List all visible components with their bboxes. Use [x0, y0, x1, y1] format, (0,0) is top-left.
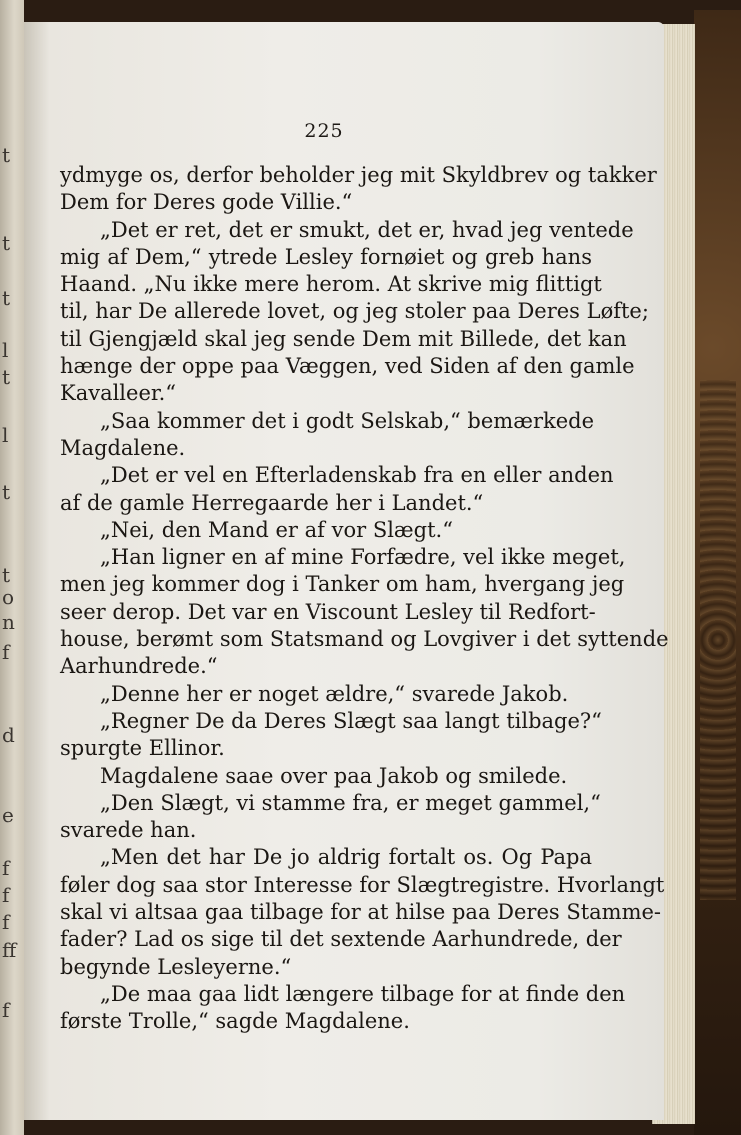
facing-page-fragment: t: [2, 143, 11, 167]
text-line: house, berømt som Statsmand og Lovgiver i det syttende: [60, 627, 669, 652]
text-line: „Men det har De jo aldrig fortalt os. Og Papa: [100, 845, 592, 870]
facing-page-fragment: f: [2, 640, 10, 664]
text-line: Haand. „Nu ikke mere herom. At skrive mig flittigt: [60, 272, 602, 297]
facing-page-fragment: f: [2, 910, 10, 934]
text-line: svarede han.: [60, 818, 197, 843]
text-line: til Gjengjæld skal jeg sende Dem mit Billede, det kan: [60, 326, 627, 351]
text-line: ydmyge os, derfor beholder jeg mit Skyldbrev og takker: [60, 163, 657, 187]
facing-page-fragment: e: [2, 803, 14, 827]
facing-page-fragment: t: [2, 563, 11, 587]
facing-page-fragment: t: [2, 286, 11, 310]
text-line: „Regner De da Deres Slægt saa langt tilbage?“: [100, 708, 602, 733]
text-line: fader? Lad os sige til det sextende Aarhundrede, der: [60, 927, 622, 952]
text-line: „Han ligner en af mine Forfædre, vel ikke meget,: [100, 545, 626, 570]
text-line: Kavalleer.“: [60, 381, 177, 406]
text-line: til, har De allerede lovet, og jeg stoler paa Deres Løfte;: [60, 299, 649, 324]
left-page-edge: [0, 0, 24, 1135]
facing-page-fragment: f: [2, 856, 10, 880]
text-line: „Den Slægt, vi stamme fra, er meget gammel,“: [100, 790, 601, 815]
facing-page-fragment: d: [2, 723, 15, 747]
text-line: „Saa kommer det i godt Selskab,“ bemærkede: [100, 408, 595, 433]
text-line: spurgte Ellinor.: [60, 736, 225, 761]
facing-page-fragment: n: [2, 610, 15, 634]
text-line: Dem for Deres gode Villie.“: [60, 190, 353, 215]
text-line: hænge der oppe paa Væggen, ved Siden af den gamle: [60, 354, 635, 379]
facing-page-fragment: f: [2, 998, 10, 1022]
text-line: „Nei, den Mand er af vor Slægt.“: [100, 517, 453, 542]
text-line: Magdalene.: [60, 435, 186, 460]
text-line: skal vi altsaa gaa tilbage for at hilse paa Deres Stamme-: [60, 900, 662, 925]
cover-marbling: [700, 380, 736, 900]
book-page: [24, 22, 669, 1120]
facing-page-fragment: t: [2, 365, 11, 389]
facing-page-fragment: o: [2, 585, 15, 609]
page-number: 225: [304, 120, 344, 142]
text-line: Aarhundrede.“: [60, 654, 218, 679]
text-line: seer derop. Det var en Viscount Lesley til Redfort-: [60, 599, 596, 624]
text-line: første Trolle,“ sagde Magdalene.: [60, 1009, 410, 1034]
facing-page-fragment: t: [2, 231, 11, 255]
text-line: „De maa gaa lidt længere tilbage for at finde den: [100, 981, 626, 1006]
text-line: Magdalene saae over paa Jakob og smilede.: [100, 763, 568, 788]
facing-page-fragment: l: [2, 338, 9, 362]
text-line: begynde Lesleyerne.“: [60, 954, 292, 979]
facing-page-fragment: t: [2, 480, 11, 504]
page-text: [60, 162, 669, 1036]
text-line: men jeg kommer dog i Tanker om ham, hvergang jeg: [60, 572, 625, 597]
text-line: af de gamle Herregaarde her i Landet.“: [60, 490, 484, 515]
facing-page-fragment: ff: [2, 938, 17, 962]
text-line: føler dog saa stor Interesse for Slægtregistre. Hvorlangt: [60, 872, 665, 897]
facing-page-fragment: f: [2, 883, 10, 907]
text-line: mig af Dem,“ ytrede Lesley fornøiet og greb hans: [60, 244, 592, 269]
facing-page-fragment: l: [2, 423, 9, 447]
text-line: „Det er ret, det er smukt, det er, hvad jeg ventede: [100, 217, 634, 242]
text-line: „Denne her er noget ældre,“ svarede Jakob.: [100, 681, 569, 706]
text-line: „Det er vel en Efterladenskab fra en eller anden: [100, 463, 614, 488]
